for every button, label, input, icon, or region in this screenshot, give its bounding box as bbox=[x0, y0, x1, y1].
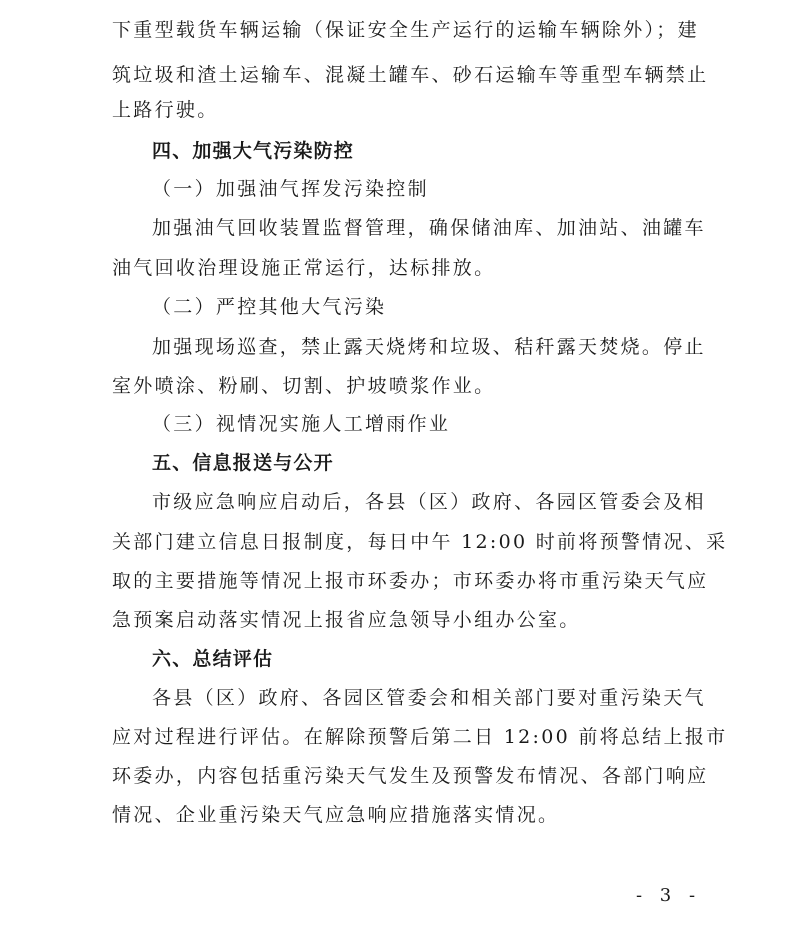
page-number: - 3 - bbox=[636, 885, 702, 906]
body-line: 油气回收治理设施正常运行，达标排放。 bbox=[112, 257, 496, 279]
subsection-heading: （三）视情况实施人工增雨作业 bbox=[152, 413, 451, 435]
body-line: 室外喷涂、粉刷、切割、护坡喷浆作业。 bbox=[112, 375, 496, 397]
section-heading-5: 五、信息报送与公开 bbox=[152, 452, 334, 474]
body-line: 环委办，内容包括重污染天气发生及预警发布情况、各部门响应 bbox=[112, 765, 709, 787]
body-line: 应对过程进行评估。在解除预警后第二日 12:00 前将总结上报市 bbox=[112, 726, 728, 748]
subsection-heading: （二）严控其他大气污染 bbox=[152, 296, 387, 318]
body-line: 加强油气回收装置监督管理，确保储油库、加油站、油罐车 bbox=[152, 217, 706, 239]
section-heading-6: 六、总结评估 bbox=[152, 648, 274, 670]
body-line: 取的主要措施等情况上报市环委办；市环委办将市重污染天气应 bbox=[112, 570, 709, 592]
body-line: 情况、企业重污染天气应急响应措施落实情况。 bbox=[112, 804, 560, 826]
body-line: 市级应急响应启动后，各县（区）政府、各园区管委会及相 bbox=[152, 491, 706, 513]
body-line: 关部门建立信息日报制度，每日中午 12:00 时前将预警情况、采 bbox=[112, 531, 728, 553]
body-line: 各县（区）政府、各园区管委会和相关部门要对重污染天气 bbox=[152, 687, 706, 709]
body-line: 急预案启动落实情况上报省应急领导小组办公室。 bbox=[112, 609, 581, 631]
body-line: 加强现场巡查，禁止露天烧烤和垃圾、秸秆露天焚烧。停止 bbox=[152, 336, 706, 358]
body-line: 上路行驶。 bbox=[112, 99, 219, 121]
section-heading-4: 四、加强大气污染防控 bbox=[152, 140, 355, 162]
subsection-heading: （一）加强油气挥发污染控制 bbox=[152, 178, 429, 200]
body-line: 下重型载货车辆运输（保证安全生产运行的运输车辆除外）；建 bbox=[112, 19, 699, 41]
body-line: 筑垃圾和渣土运输车、混凝土罐车、砂石运输车等重型车辆禁止 bbox=[112, 64, 709, 86]
